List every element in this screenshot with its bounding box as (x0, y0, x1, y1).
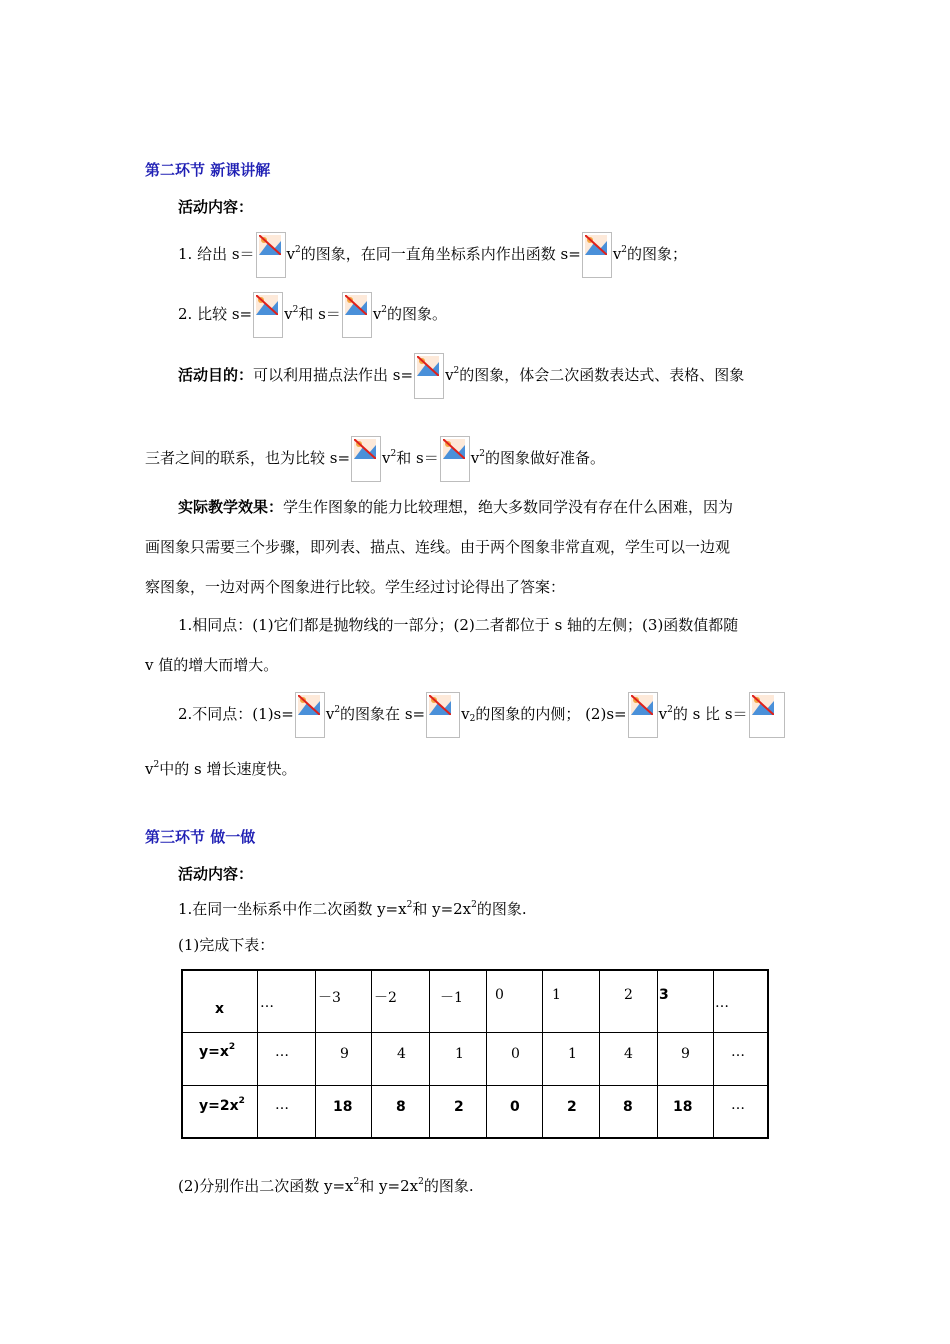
table-cell: 1 (552, 987, 561, 1003)
row-x-label: x (215, 1001, 225, 1017)
item-2-prefix: 2. 比较 s= (178, 305, 253, 323)
image-placeholder-icon (256, 232, 286, 278)
diff-a: 2.不同点：(1)s= (178, 705, 294, 723)
section-2-title: 第二环节 新课讲解 (145, 161, 271, 179)
item-2 (178, 290, 447, 338)
table-cell: 0 (510, 1099, 520, 1115)
goal-line-2-a: 三者之间的联系，也为比较 s= (145, 449, 351, 467)
image-placeholder-icon (628, 692, 658, 738)
table-cell: … (260, 995, 274, 1011)
item-2-v2: v (372, 305, 382, 323)
table-col-divider (257, 971, 258, 1137)
effect-line-3: 察图象，一边对两个图象进行比较。学生经过讨论得出了答案： (145, 578, 566, 596)
goal-label: 活动目的： (178, 366, 254, 384)
sup: 2 (153, 760, 160, 770)
diff-line-2-v: v (145, 760, 154, 778)
item-2-end: 的图象。 (387, 305, 448, 323)
goal-line-2-v2: v (470, 449, 480, 467)
table-cell: 9 (340, 1046, 349, 1062)
table-cell: 3 (659, 987, 669, 1003)
goal-text-1: 可以利用描点法作出 s= (253, 366, 414, 384)
task-1 (178, 899, 527, 919)
diff-line-2-text: 中的 s 增长速度快。 (159, 760, 297, 778)
sup: 2 (292, 305, 299, 315)
table-col-divider (429, 971, 430, 1137)
table-col-divider (542, 971, 543, 1137)
section-3-title: 第三环节 做一做 (145, 828, 256, 846)
table-col-divider (657, 971, 658, 1137)
sup: 2 (621, 245, 628, 255)
diff-line-2 (145, 759, 296, 779)
table-cell: … (731, 1097, 745, 1113)
row-y2-text: y=2x (199, 1098, 239, 1114)
same-line-1: 1.相同点：(1)它们都是抛物线的一部分；(2)二者都位于 s 轴的左侧；(3)函数值都随 (178, 616, 739, 634)
goal-line-2 (145, 434, 605, 482)
sup: 2 (353, 1177, 360, 1187)
task-1-b: 和 y=2x (412, 900, 472, 918)
sub: 2 (469, 714, 476, 724)
table-col-divider (713, 971, 714, 1137)
sup: 2 (471, 900, 477, 910)
sup: 2 (418, 1177, 424, 1187)
goal-line-2-v1: v (382, 449, 391, 467)
sup: 2 (479, 449, 485, 459)
image-placeholder-icon (351, 436, 381, 482)
table-cell: 1 (568, 1046, 577, 1062)
sup: 2 (238, 1096, 245, 1106)
item-1-prefix: 1. 给出 s＝ (178, 245, 255, 263)
task-1-2-a: (2)分别作出二次函数 y=x (178, 1177, 354, 1195)
image-placeholder-icon (426, 692, 460, 738)
table-cell: … (275, 1044, 289, 1060)
image-placeholder-icon (414, 353, 444, 399)
table-cell: 8 (396, 1099, 406, 1115)
effect-line-2: 画图象只需要三个步骤，即列表、描点、连线。由于两个图象非常直观，学生可以一边观 (145, 538, 731, 556)
table-cell: 1 (455, 1046, 464, 1062)
effect-label: 实际教学效果： (178, 498, 284, 516)
image-placeholder-icon (749, 692, 785, 738)
activity-content-label-2: 活动内容： (178, 865, 254, 883)
item-2-mid: 和 s＝ (298, 305, 341, 323)
table-row-divider (183, 1085, 767, 1086)
table-cell: 4 (624, 1046, 633, 1062)
same-line-2: v 值的增大而增大。 (145, 656, 279, 674)
effect-line-1 (178, 497, 733, 517)
sup: 2 (667, 705, 673, 715)
table-cell: －3 (318, 990, 341, 1006)
diff-d: 的 s 比 s＝ (672, 705, 748, 723)
image-placeholder-icon (342, 292, 372, 338)
task-1-2 (178, 1176, 474, 1196)
table-cell: 4 (397, 1046, 406, 1062)
table-cell: 18 (333, 1099, 353, 1115)
table-cell: … (715, 995, 729, 1011)
sup: 2 (453, 366, 460, 376)
goal-line-2-c: 的图象做好准备。 (484, 449, 605, 467)
row-y1-text: y=x (199, 1044, 229, 1060)
table-cell: 2 (454, 1099, 464, 1115)
table-cell: 2 (567, 1099, 577, 1115)
image-placeholder-icon (295, 692, 325, 738)
row-y1-label (199, 1044, 235, 1060)
sup: 2 (295, 245, 301, 255)
table-cell: －1 (440, 990, 463, 1006)
table-cell: 2 (624, 987, 633, 1003)
goal-line-2-b: 和 s＝ (396, 449, 439, 467)
goal-text-2: 的图象，体会二次函数表达式、表格、图象 (459, 366, 745, 384)
item-2-v: v (284, 305, 293, 323)
table-cell: 18 (673, 1099, 693, 1115)
diff-b: 的图象在 s= (340, 705, 426, 723)
sup: 2 (406, 900, 413, 910)
goal-line-1 (178, 351, 744, 399)
effect-text-1: 学生作图象的能力比较理想，绝大多数同学没有存在什么困难，因为 (283, 498, 734, 516)
task-1-2-c: 的图象. (423, 1177, 474, 1195)
table-cell: 0 (495, 987, 504, 1003)
table-cell: 0 (511, 1046, 520, 1062)
image-placeholder-icon (440, 436, 470, 482)
table-col-divider (486, 971, 487, 1137)
table-col-divider (315, 971, 316, 1137)
sup: 2 (390, 449, 397, 459)
diff-v1: v (325, 705, 335, 723)
table-col-divider (599, 971, 600, 1137)
item-1 (178, 230, 687, 278)
diff-v3: v (658, 705, 668, 723)
image-placeholder-icon (253, 292, 283, 338)
table-cell: … (275, 1097, 289, 1113)
diff-c: 的图象的内侧； (2)s= (475, 705, 627, 723)
table-col-divider (371, 971, 372, 1137)
task-1-a: 1.在同一坐标系中作二次函数 y=x (178, 900, 407, 918)
table-cell: －2 (374, 990, 397, 1006)
item-1-v2: v (612, 245, 622, 263)
task-1-c: 的图象. (476, 900, 527, 918)
task-1-1: (1)完成下表： (178, 936, 275, 954)
goal-v: v (445, 366, 454, 384)
sup: 2 (381, 305, 388, 315)
item-1-mid: 的图象，在同一直角坐标系内作出函数 s= (300, 245, 581, 263)
sup: 2 (228, 1042, 236, 1052)
values-table (181, 969, 769, 1139)
row-y2-label (199, 1098, 245, 1114)
diff-v2: v (461, 705, 470, 723)
sup: 2 (334, 705, 341, 715)
item-1-end: 的图象； (627, 245, 688, 263)
item-1-v: v (286, 245, 296, 263)
task-1-2-b: 和 y=2x (359, 1177, 419, 1195)
table-row-divider (183, 1032, 767, 1033)
table-cell: 9 (681, 1046, 690, 1062)
diff-line-1 (178, 690, 786, 738)
activity-content-label: 活动内容： (178, 198, 254, 216)
image-placeholder-icon (582, 232, 612, 278)
table-cell: 8 (623, 1099, 633, 1115)
table-cell: … (731, 1044, 745, 1060)
